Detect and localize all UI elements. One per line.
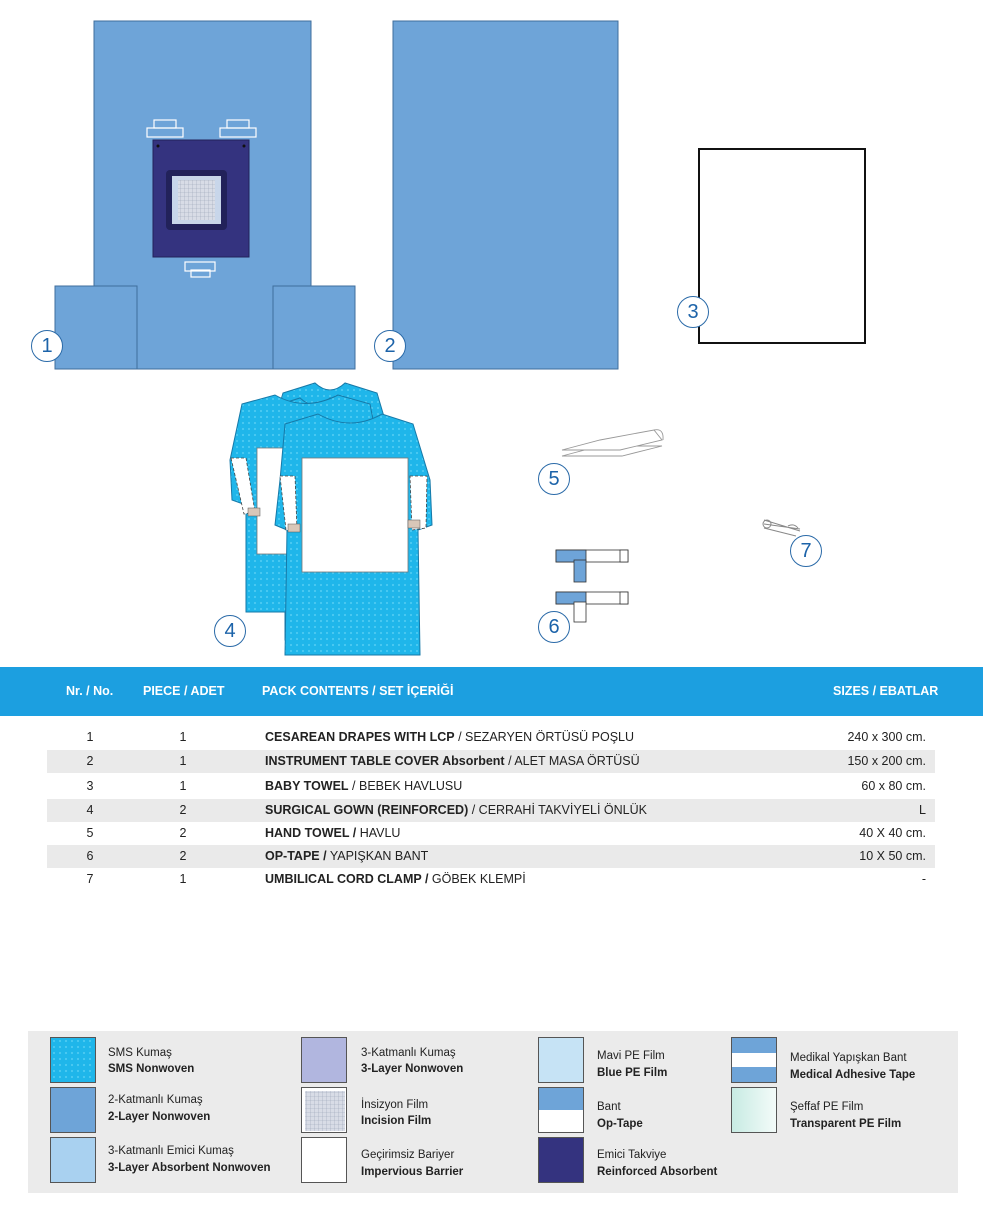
hand-towel-illustration	[562, 430, 663, 456]
legend-label-tr: 3-Katmanlı Emici Kumaş	[108, 1145, 234, 1157]
badge-item-5: 5	[538, 463, 570, 495]
content-tr: HAVLU	[356, 826, 401, 840]
content-tr: / CERRAHİ TAKVİYELİ ÖNLÜK	[468, 803, 648, 817]
cell-nr: 2	[86, 754, 94, 768]
legend-label-en: Blue PE Film	[597, 1067, 668, 1079]
cell-piece: 1	[179, 730, 187, 744]
legend-label-en: Op-Tape	[597, 1118, 643, 1130]
cell-piece: 1	[179, 779, 187, 793]
badge-item-6: 6	[538, 611, 570, 643]
swatch-two-layer	[50, 1087, 96, 1133]
cell-content	[265, 779, 462, 793]
header-contents: PACK CONTENTS / SET İÇERİĞİ	[262, 684, 454, 698]
content-en: OP-TAPE /	[265, 849, 327, 863]
cell-size: L	[919, 803, 926, 817]
cell-size: 240 x 300 cm.	[847, 730, 926, 744]
content-en: CESAREAN DRAPES WITH LCP	[265, 730, 455, 744]
umbilical-clamp-illustration	[763, 520, 800, 536]
table-row	[47, 726, 935, 749]
cell-content	[265, 730, 634, 744]
cell-content	[265, 849, 428, 863]
content-en: INSTRUMENT TABLE COVER Absorbent	[265, 754, 505, 768]
legend-label-en: Impervious Barrier	[361, 1166, 464, 1178]
cell-size: 60 x 80 cm.	[861, 779, 926, 793]
legend-label-en: 3-Layer Nonwoven	[361, 1063, 464, 1075]
swatch-reinforced	[538, 1137, 584, 1183]
legend-label-tr: 2-Katmanlı Kumaş	[108, 1094, 203, 1106]
cell-nr: 6	[86, 849, 94, 863]
incision-grid-icon	[302, 1088, 347, 1133]
cell-piece: 1	[179, 754, 187, 768]
legend-label-tr: Şeffaf PE Film	[790, 1101, 864, 1113]
header-nr: Nr. / No.	[66, 684, 114, 698]
legend-label-en: 2-Layer Nonwoven	[108, 1111, 211, 1123]
table-header	[0, 667, 983, 716]
legend-label-tr: Geçirimsiz Bariyer	[361, 1149, 455, 1161]
cell-piece: 2	[179, 826, 187, 840]
swatch-absorbent	[50, 1137, 96, 1183]
legend-label-tr: SMS Kumaş	[108, 1047, 172, 1059]
legend-label-en: Incision Film	[361, 1115, 432, 1127]
cell-nr: 3	[86, 779, 94, 793]
content-tr: / SEZARYEN ÖRTÜSÜ POŞLU	[454, 730, 635, 744]
legend-label-tr: Bant	[597, 1101, 621, 1113]
table-cover-illustration	[393, 21, 618, 369]
table-row	[47, 799, 935, 822]
legend-label-tr: Mavi PE Film	[597, 1050, 665, 1062]
legend-label-tr: Emici Takviye	[597, 1149, 667, 1161]
cell-content	[265, 872, 526, 886]
cell-nr: 7	[86, 872, 94, 886]
adhesive-stripe-icon	[732, 1053, 776, 1067]
badge-item-1: 1	[31, 330, 63, 362]
content-en: HAND TOWEL /	[265, 826, 357, 840]
baby-towel-illustration	[699, 149, 865, 343]
legend-label-en: Reinforced Absorbent	[597, 1166, 718, 1178]
table-row	[47, 750, 935, 773]
cell-nr: 5	[86, 826, 94, 840]
cell-content	[265, 754, 640, 768]
tape-stripe-icon	[539, 1088, 583, 1110]
badge-item-3: 3	[677, 296, 709, 328]
legend-label-en: SMS Nonwoven	[108, 1063, 195, 1075]
content-tr: GÖBEK KLEMPİ	[428, 872, 526, 886]
header-sizes: SIZES / EBATLAR	[833, 684, 939, 698]
cell-size: 150 x 200 cm.	[847, 754, 926, 768]
legend-label-tr: Medikal Yapışkan Bant	[790, 1052, 907, 1064]
cell-size: 40 X 40 cm.	[859, 826, 926, 840]
swatch-three-layer	[301, 1037, 347, 1083]
cell-piece: 2	[179, 803, 187, 817]
badge-item-7: 7	[790, 535, 822, 567]
swatch-sms	[50, 1037, 96, 1083]
legend-label-en: 3-Layer Absorbent Nonwoven	[108, 1162, 271, 1174]
content-en: BABY TOWEL	[265, 779, 349, 793]
surgical-gown-illustration	[230, 383, 432, 655]
material-legend	[28, 1031, 958, 1193]
swatch-incision	[301, 1087, 347, 1133]
sms-pattern-icon	[51, 1038, 96, 1083]
table-row	[47, 822, 935, 845]
content-en: SURGICAL GOWN (REINFORCED)	[265, 803, 469, 817]
table-row	[47, 845, 935, 868]
content-tr: / BEBEK HAVLUSU	[348, 779, 463, 793]
table-row	[47, 868, 935, 891]
swatch-tape	[538, 1087, 584, 1133]
cell-size: -	[921, 872, 926, 886]
table-row	[47, 775, 935, 798]
legend-label-en: Transparent PE Film	[790, 1118, 902, 1130]
content-en: UMBILICAL CORD CLAMP /	[265, 872, 429, 886]
legend-label-tr: 3-Katmanlı Kumaş	[361, 1047, 456, 1059]
cell-nr: 1	[86, 730, 94, 744]
swatch-blue-pe	[538, 1037, 584, 1083]
badge-item-4: 4	[214, 615, 246, 647]
cell-piece: 2	[179, 849, 187, 863]
header-piece: PIECE / ADET	[143, 684, 225, 698]
cell-content	[265, 803, 647, 817]
cell-size: 10 X 50 cm.	[859, 849, 926, 863]
swatch-transparent	[731, 1087, 777, 1133]
content-tr: / ALET MASA ÖRTÜSÜ	[504, 754, 640, 768]
swatch-adhesive	[731, 1037, 777, 1083]
cesarean-drape-illustration	[55, 21, 355, 369]
legend-label-en: Medical Adhesive Tape	[790, 1069, 916, 1081]
badge-item-2: 2	[374, 330, 406, 362]
cell-piece: 1	[179, 872, 187, 886]
cell-nr: 4	[86, 803, 94, 817]
content-tr: YAPIŞKAN BANT	[326, 849, 429, 863]
legend-label-tr: İnsizyon Film	[361, 1099, 429, 1111]
swatch-barrier	[301, 1137, 347, 1183]
op-tape-illustration	[556, 550, 628, 622]
cell-content	[265, 826, 400, 840]
